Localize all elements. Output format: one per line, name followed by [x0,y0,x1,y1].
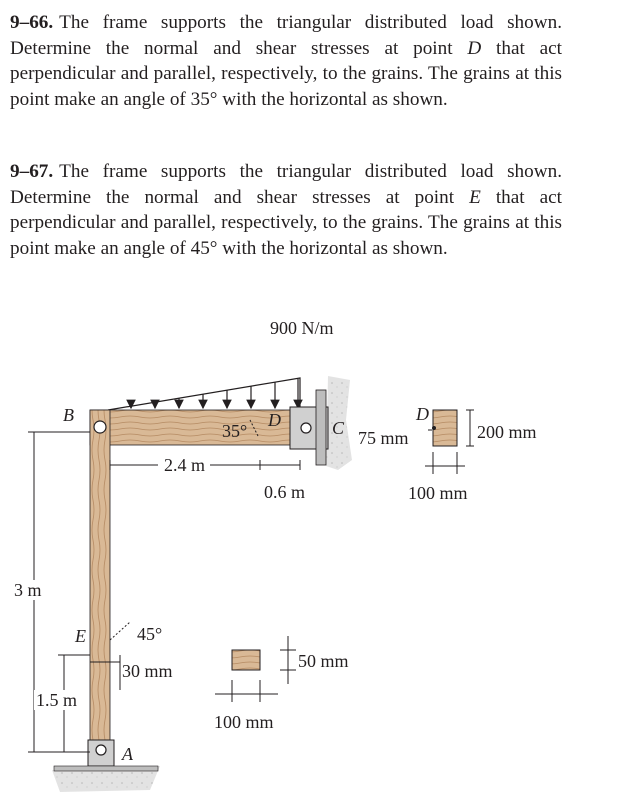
pin-b [94,421,106,433]
label-a: A [122,744,133,764]
dim-col-depth: 50 mm [298,651,349,671]
angle-e: 45° [137,624,163,644]
label-c: C [332,418,345,438]
distributed-load [108,318,334,410]
dim-beam-span: 2.4 m [164,455,206,475]
problem-number: 9–67. [10,161,54,182]
dim-e-offset: 30 mm [122,661,173,681]
dim-height: 3 m [14,580,42,600]
label-b: B [63,405,74,425]
dim-beam-d-depth: 75 mm [358,428,409,448]
dim-0-6m [260,460,300,470]
angle-d: 35° [222,421,248,441]
wall-plate [316,390,326,465]
dim-beam-depth: 200 mm [477,422,537,442]
dim-col-width: 100 mm [214,712,274,732]
load-label: 900 N/m [270,318,334,338]
problem-number: 9–66. [10,12,54,33]
problem-text-a: The frame supports the triangular distributed load shown. Determine the normal and shear stresses at point [10,161,562,208]
dim-beam-width: 100 mm [408,483,468,503]
problem-point: E [469,186,481,208]
problem-text-a: The frame supports the triangular distributed load shown. Determine the normal and shear stresses at point [10,12,562,59]
label-e: E [75,626,86,646]
problem-text-b: that act perpendicular and parallel, respectively, to the grains. The grains at this point make an angle of 45° with the horizontal as shown. [10,186,562,259]
dim-ae: 1.5 m [36,690,78,710]
section-column [232,650,260,670]
problem-point: D [467,37,482,59]
beam [90,410,290,445]
section-label-d: D [416,404,429,424]
section-beam [433,410,457,446]
column [90,410,110,755]
pin-a [96,745,106,755]
problem-text-b: that act perpendicular and parallel, respectively, to the grains. The grains at this point make an angle of 35° with the horizontal as shown. [10,37,562,110]
pin-c [301,423,311,433]
label-d: D [268,410,281,430]
dim-bd: 0.6 m [264,482,306,502]
load-outline [108,378,300,410]
